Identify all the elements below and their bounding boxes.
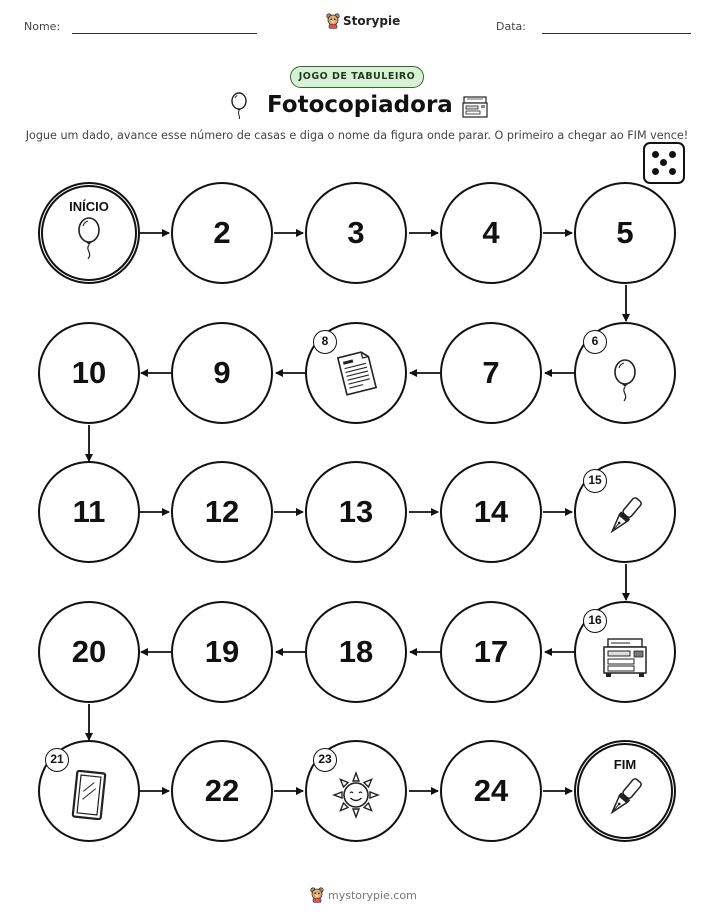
board-cell-12 [171, 461, 273, 563]
cell-number: 10 [71, 355, 107, 390]
page-title: Fotocopiadora [267, 92, 453, 118]
board-cell-10 [38, 322, 140, 424]
cell-number: 19 [204, 634, 240, 669]
cell-number: 7 [482, 355, 500, 390]
cell-number: 17 [473, 634, 509, 669]
board-cell-9 [171, 322, 273, 424]
board-cell-20 [38, 601, 140, 703]
cell-number-badge: 15 [583, 469, 607, 493]
cell-number: 3 [347, 215, 365, 250]
cell-number-badge: 8 [313, 330, 337, 354]
board-cell-4 [440, 182, 542, 284]
board-cell-19 [171, 601, 273, 703]
cell-number: 11 [72, 494, 106, 529]
board-cell-18 [305, 601, 407, 703]
photocopier-icon [600, 635, 650, 681]
instructions: Jogue um dado, avance esse número de casas e diga o nome da figura onde parar. O primeiro a chegar ao FIM vence! [25, 129, 689, 142]
board-cell-7 [440, 322, 542, 424]
balloon-icon [75, 217, 103, 261]
board-cell-2 [171, 182, 273, 284]
cell-number-badge: 23 [313, 748, 337, 772]
balloon-icon [611, 359, 639, 403]
board-cell-24 [440, 740, 542, 842]
cell-number-badge: 6 [583, 330, 607, 354]
fountain-pen-icon [605, 494, 645, 538]
board-cell-start [38, 182, 140, 284]
board-cell-3 [305, 182, 407, 284]
footer [310, 887, 417, 903]
tablet-icon [71, 770, 107, 820]
footer-site[interactable]: mystorypie.com [328, 888, 417, 902]
cell-number: 22 [204, 773, 240, 808]
cell-number: 24 [473, 773, 509, 808]
bear-mascot-icon [310, 887, 324, 903]
brand-name: Storypie [343, 14, 401, 28]
cell-number: 12 [204, 494, 240, 529]
cell-number: 4 [482, 215, 500, 250]
name-label: Nome: [24, 20, 61, 33]
fountain-pen-icon [605, 775, 645, 819]
board-cell-end [574, 740, 676, 842]
cell-number: 5 [616, 215, 634, 250]
cell-number: 18 [338, 634, 374, 669]
board-cell-14 [440, 461, 542, 563]
sun-icon [332, 771, 380, 819]
start-label: INÍCIO [69, 199, 109, 214]
cell-number: 13 [338, 494, 374, 529]
cell-number: 20 [71, 634, 107, 669]
date-label: Data: [496, 20, 526, 33]
game-type-badge: JOGO DE TABULEIRO [290, 66, 424, 88]
board-cell-11 [38, 461, 140, 563]
cell-number: 2 [213, 215, 231, 250]
cell-number-badge: 16 [583, 609, 607, 633]
board-cell-5 [574, 182, 676, 284]
board-cell-22 [171, 740, 273, 842]
document-icon [334, 350, 378, 396]
board-cell-17 [440, 601, 542, 703]
end-label: FIM [613, 757, 637, 772]
cell-number: 14 [473, 494, 509, 529]
cell-number: 9 [213, 355, 231, 390]
cell-number-badge: 21 [45, 748, 69, 772]
board-cell-13 [305, 461, 407, 563]
